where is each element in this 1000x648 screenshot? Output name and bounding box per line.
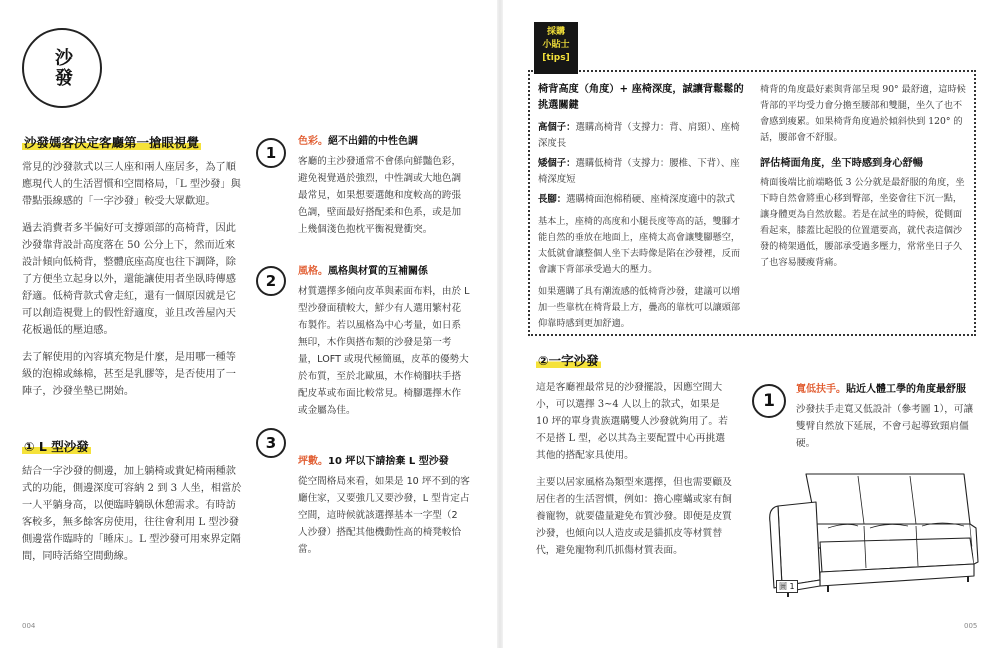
tip-body: 材質選擇多傾向皮革與素面布料，由於 L 型沙發面積較大，鮮少有人選用繁村花布製作。若以風格為中心考量，如日系無印，木作與搭布類的沙發是第一考量，LOFT 或現代極簡風，皮革的優勢大於布質，至於北歐風，木作椅腳扶手搭配皮革或布面比較常見。椅腳選擇木作或金屬為佳。 — [298, 286, 470, 416]
paragraph: 常見的沙發款式以三人座和兩人座居多，為了順應現代人的生活習慣和空間格局，「L 型沙發」與帶點張線感的「一字沙發」較受大眾歡迎。 — [22, 162, 241, 207]
tip-number-badge — [256, 138, 286, 168]
section-straight-sofa — [536, 350, 734, 559]
tip-number-badge — [752, 384, 786, 418]
tip-key: 坪數。 — [298, 456, 328, 467]
section-heading: 沙發媽客決定客廳第一搶眼視覺 — [24, 135, 200, 150]
tip-number: 1 — [265, 144, 277, 162]
tip-title — [796, 380, 976, 395]
tip-title-text: 貼近人體工學的角度最舒服 — [846, 384, 966, 395]
paragraph: 過去消費者多半偏好可支撐頭部的高椅背，因此沙發靠背設計高度落在 50 公分上下，然而近來設計傾向低椅背，整體底座高度也往下調降，除了方便坐立起身以外，還能讓使用者坐臥時傳感舒適。低椅背款式會走紅，還有一個原因就是它可以創造視覺上的假性舒適度，並且改善屋內天花板過低的壓迫感。 — [22, 223, 236, 336]
tips-col-right — [760, 82, 968, 271]
tip-title — [298, 132, 470, 147]
page-number: 004 — [22, 622, 36, 630]
tip-line-tall — [538, 120, 748, 152]
figure-label: 圖 1 — [776, 580, 798, 593]
tip-number: 3 — [265, 434, 277, 452]
paragraph: 去了解使用的內容填充物是什麼，是用哪一種等級的泡棉或絲棉，甚至是乳膠等，是否使用了一陣子，沙發坐墊已開始。 — [22, 352, 236, 397]
paragraph: 如果選購了具有潮流感的低椅背沙發，建議可以增加一些靠枕在椅背最上方，疊高的靠枕可以讓頭部仰靠時感到更加舒適。 — [538, 286, 741, 329]
tip-number-badge — [256, 428, 286, 458]
tip-number-badge — [256, 266, 286, 296]
chapter-title: 沙發 — [52, 48, 73, 88]
tips-badge-line: 小貼士 — [542, 40, 570, 50]
tip-line-text: 選購低椅背（支撐力：腰椎、下背）、座椅深度短 — [538, 158, 740, 185]
paragraph: 椅面後端比前端略低 3 公分就是最舒服的角度，坐下時自然會將重心移到臀部，坐姿會往下沉一點，讓身體更為自然放鬆。若是在試坐的時候，從側面看起來，膝蓋比起股的位置還要高，就代表這個沙發的椅架過低，腰部承受過多壓力，常常坐日子久了也容易腰痠背痛。 — [760, 177, 965, 268]
section-intro — [22, 132, 244, 400]
section-heading: ① L 型沙發 — [24, 439, 89, 454]
tip-block — [298, 132, 470, 238]
tip-key: 色彩。 — [298, 136, 328, 147]
tip-body: 客廳的主沙發通常不會係向鮮豔色彩，避免視覺過於強烈，中性調或大地色調最常見，如果想要選飽和度較高的跨張色調，壁面最好搭配柔和色系，或是加上幾個淺色抱枕平衡視覺衝突。 — [298, 156, 462, 235]
tips-badge — [534, 22, 578, 74]
tip-title — [298, 452, 470, 467]
tip-body: 沙發扶手走寬又低設計（參考圖 1），可讓雙臂自然放下延展，不會弓起導致頸肩僵硬。 — [796, 404, 974, 449]
section-l-sofa — [22, 436, 244, 565]
tips-sub-heading: 評估椅面角度，坐下時感到身心舒暢 — [760, 158, 923, 169]
tip-number: 1 — [763, 391, 775, 411]
sofa-illustration — [758, 468, 980, 598]
tip-number: 2 — [265, 272, 277, 290]
tips-badge-line: [tips] — [542, 53, 570, 63]
paragraph: 椅背的角度最好素與背部呈現 90° 最舒適，這時候背部的平均受力會分擔至腰部和雙腿，坐久了也不會感到痠累。如果椅背角度過於傾斜快到 120° 的話，腰部會不舒服。 — [760, 84, 966, 143]
tip-line-text: 選購椅面泡棉稍硬、座椅深度適中的款式 — [566, 194, 735, 205]
tips-badge-line: 採購 — [546, 27, 565, 37]
paragraph: 基本上，座椅的高度和小腿長度等高的話，雙腳才能自然的垂放在地面上，座椅太高會讓雙腳懸空，太低就會讓整個人坐下去時像是陷在沙發裡，反而會讓下背部承受過大的壓力。 — [538, 216, 741, 275]
tips-heading: 椅背高度（角度）+ 座椅深度，誠讓背鬆鬆的挑選關鍵 — [538, 84, 744, 111]
page-number: 005 — [964, 622, 978, 630]
paragraph: 主要以居家風格為類型來選擇，但也需要顧及居住者的生活習慣，例如：擔心塵蟎或家有飼養寵物，就要儘量避免布質沙發。即便是皮質沙發，也傾向以人造皮或是貓抓皮等材質替代，避免寵物利爪抓傷材質表面。 — [536, 477, 732, 556]
tip-line-label: 長腳： — [538, 194, 567, 205]
tip-body: 從空間格局來看，如果是 10 坪不到的客廳住家，又要強几又要沙發，L 型肯定占空間，這時候就該選擇基本一字型（2 人沙發）搭配其他機動性高的椅凳較恰當。 — [298, 476, 470, 555]
tip-line-label: 高個子： — [538, 122, 576, 133]
tip-key: 寬低扶手。 — [796, 384, 846, 395]
tip-line-label: 矮個子： — [538, 158, 576, 169]
tip-line-short — [538, 156, 748, 188]
tip-title — [298, 262, 470, 277]
tip-key: 風格。 — [298, 266, 328, 277]
tip-title-text: 風格與材質的互補關係 — [328, 266, 428, 277]
tip-block — [298, 262, 470, 419]
tip-title-text: 絕不出錯的中性色調 — [328, 136, 418, 147]
tip-block — [796, 380, 976, 452]
tip-line-text: 選購高椅背（支撐力：背、肩頸）、座椅深度長 — [538, 122, 740, 149]
paragraph: 這是客廳裡最常見的沙發擺設，因應空間大小，可以選擇 3~4 人以上的款式，如果是 10 坪的單身貴族選購雙人沙發就夠用了。若不是搭 L 型，必以其為主要配置中心再挑選其他的搭配家具使用。 — [536, 382, 728, 461]
tips-col-left — [538, 82, 748, 332]
paragraph: 結合一字沙發的側邊，加上躺椅或貴妃椅兩種款式的功能，側邊深度可容納 2 到 3 人坐，相當於一人平躺身高，以便臨時躺臥休憩需求。有時訪客較多，無多餘客房使用，往往會利用 L 型沙發側邊當作臨時的「睡床」。L 型沙發可用來界定隔間，同時活絡空間動線。 — [22, 466, 242, 562]
chapter-title-badge — [22, 28, 102, 108]
tip-block — [298, 452, 470, 558]
tip-line-legs — [538, 192, 748, 208]
section-heading: ②一字沙發 — [538, 353, 599, 368]
tip-title-text: 10 坪以下請捨棄 L 型沙發 — [328, 456, 449, 467]
